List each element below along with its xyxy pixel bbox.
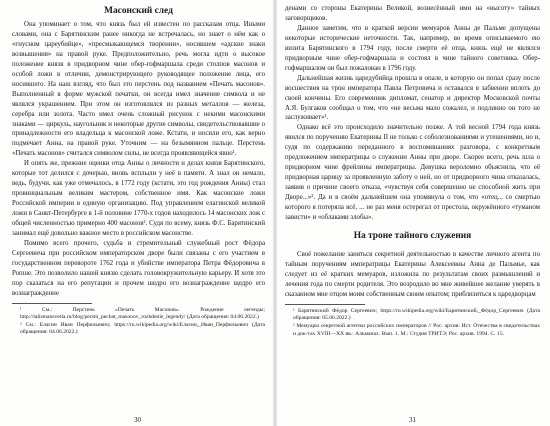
paragraph: Помимо всего прочего, судьба и стремительный служебный рост Фёдора Сергеевича при российском императорском дворе были связаны с его участием в государственном перевороте 1762 года и убийстве императора Петра Фёдоровича в Ропше. Это позволило нашей князю сделать головокружительную карьеру. И хотя это пор сказаться на его репутации и прочем шедро его вознаграждение щедро его вознаграждение [12, 239, 265, 297]
section-heading-secret-service: На троне тайного служения [353, 230, 472, 241]
paragraph: Данное заметим, что в краткой версии мемуаров Анны де Пальме допущены некоторые исторические неточности. Так, например, во время описываемого ею визита Барятинского в 1794 году, после смерти её отца, князь ещё не являлся придворным чине обер-гофмаршала и состоял в чине тайного советника. Обер-гофмаршалом он был пожалован в 1796 году. [285, 24, 540, 72]
right-page [275, 0, 550, 426]
paragraph: Своё пожелание заняться секретной деятельностью в качестве личного агента по тайным поручениям императрицы Екатерины Алексеевны Анна де Пальмье, как следует из её кратких мемуаров, изложила по результатам своих размышлений и лечения года по смерти родителя. Это возродило во мне живейшее желание уверять в сказанном мне отцом моим собственным своим опытом; приблизиться к царедворцам [285, 250, 540, 298]
paragraph: И опять же, прежние оценки отца Анны о личности и делах князя Барятинского, которые тот делился с дочерью, вновь всплыли у неё в памяти. А знал он немало, ведь, будучи, как уже отмечалось, в 1772 году (кстати, это год рождения Анны) стал провинциальным великим мастером, собственное имя. Как масонские ложи Российской империи в единую организацию. Под управлением елагинской великой ложи в Санкт-Петербурге в 1-й половине 1770-х годов находилось 14 масонских лож с общей численностью примерно 400 масонов². Судя по всему, князь Ф.С. Барятинский занимал ещё довольно важное место в российском масонстве. [12, 160, 265, 238]
footnote: ² См.: Елагин Иван Перфильевич; https://ru.wikipedia.org/wiki/Елагин,_Иван_Перфильевич (Дата обращения: 04.06.2022.) [20, 321, 265, 336]
footnote-divider [285, 304, 365, 305]
right-footnotes [285, 308, 540, 338]
paragraph: Она упоминает о том, что князь был ей известен по рассказам отца. Иными словами, она с Барятинским ранее никогда не встречалась, но знает о нём как о «гнусном цареубийце», «пресмыкающемся творении», носившем «адские знаки возвышения» на правой руке. Предположительно, речь могла идти о высокое положение князя в придворном чине обер-гофмаршала среди столпов масонов и особой ложи в отличии, демонстрирующего руководящее положение лица, его носившего. На наш взгляд, что был это перстень под названием «Печать масонов». Выполненный в форме мужской печатки, он всегда имел значение символа и не являлся украшением. При этом он изготовлялся из разных металлов — железа, серебра или золота. Часто имел очень сложный рисунок с некими масонскими знаками — циркуль, наугольник и некоторые другие символы, свидетельствовавшие о принадлежности его владельца к масонской ложе. Кстати, и носили его, как верно подмечает Анна, на правой руке. Уточним — на безымянном пальце. Перстень «Печать масонов» считался символом силы, не всегда проявляющейся явно¹. [12, 21, 265, 158]
section-heading-masonic-trace: Масонский след [104, 6, 173, 16]
right-page-body-top [285, 4, 540, 223]
paragraph: Дальнейшая жизнь царедубийца прошла в опале, в которую он попал сразу после восшествия на трон императора Павла Петровича и оставался в забвении вплоть до своей кончины. Его современник дипломат, сенатор и директор Московской почты А.Я. Булгаков сообщал о том, что «не весьма мало сожалел, и подлинно он того не заслуживает»¹. [285, 74, 540, 122]
footnote: ¹ См.: Перстень «Печать Масонов». Рождение легенды; http://talismansvetla.ru/blog/perstn_pechat_masonov_rozhdenie_legendy/ (Дата обращения: 04.06.2022.) [20, 306, 265, 321]
right-page-body-bottom [285, 250, 540, 300]
footnote: ² Мемуары секретной агентки российских императоров // Рос. архив: Ист. Отечества в свидетельствах и док-тах XVIII—XX вв.: Альманах. Вып. 1. М.: Студия ТРИТЭ; Рос. архив. 1994. С. 15. [293, 322, 540, 337]
left-footnotes [12, 307, 265, 337]
paragraph: Однако всё это происходило значительно позже. А той весной 1794 года князь явился по поручению Екатерины II не только с соболезнованиями и утешениями, но и, судя по содержанию переданного в воспоминаниях разговора, с конкретным предложением императрицы о служении Анны при дворе. Скорее всего, речь шла о придворном чине фрейлины императрицы. Девушка вероломно объяснила, что её придворная царицу за проявленную заботу о ней, но от придворного чина отказалась, заявив о причине своего отказа, «чувствуя себя совершенно не способной жить при Дворе...»². Да и в своём дальнейшем она упомянула о том, что «отец... со смертью которого я потеряла всё, ... не раз меня остерегал от престола, окружённого «туманом зависти» и «облаками злобы». [285, 124, 540, 222]
footnote-divider [12, 303, 92, 304]
footnote: ¹ Барятинский Фёдор Сергеевич; https://ru.wikipedia.org/wiki/Барятинский,_Фёдор_Сергеевич (Дата обращения: 05.06.2022.) [293, 307, 540, 322]
page-number: 31 [409, 416, 416, 424]
left-page-body [12, 20, 265, 299]
paragraph: денами со стороны Екатерины Великой, вознесённый ими на «высоту» тайных заговорщиков. [285, 5, 540, 22]
page-number: 30 [134, 416, 141, 424]
